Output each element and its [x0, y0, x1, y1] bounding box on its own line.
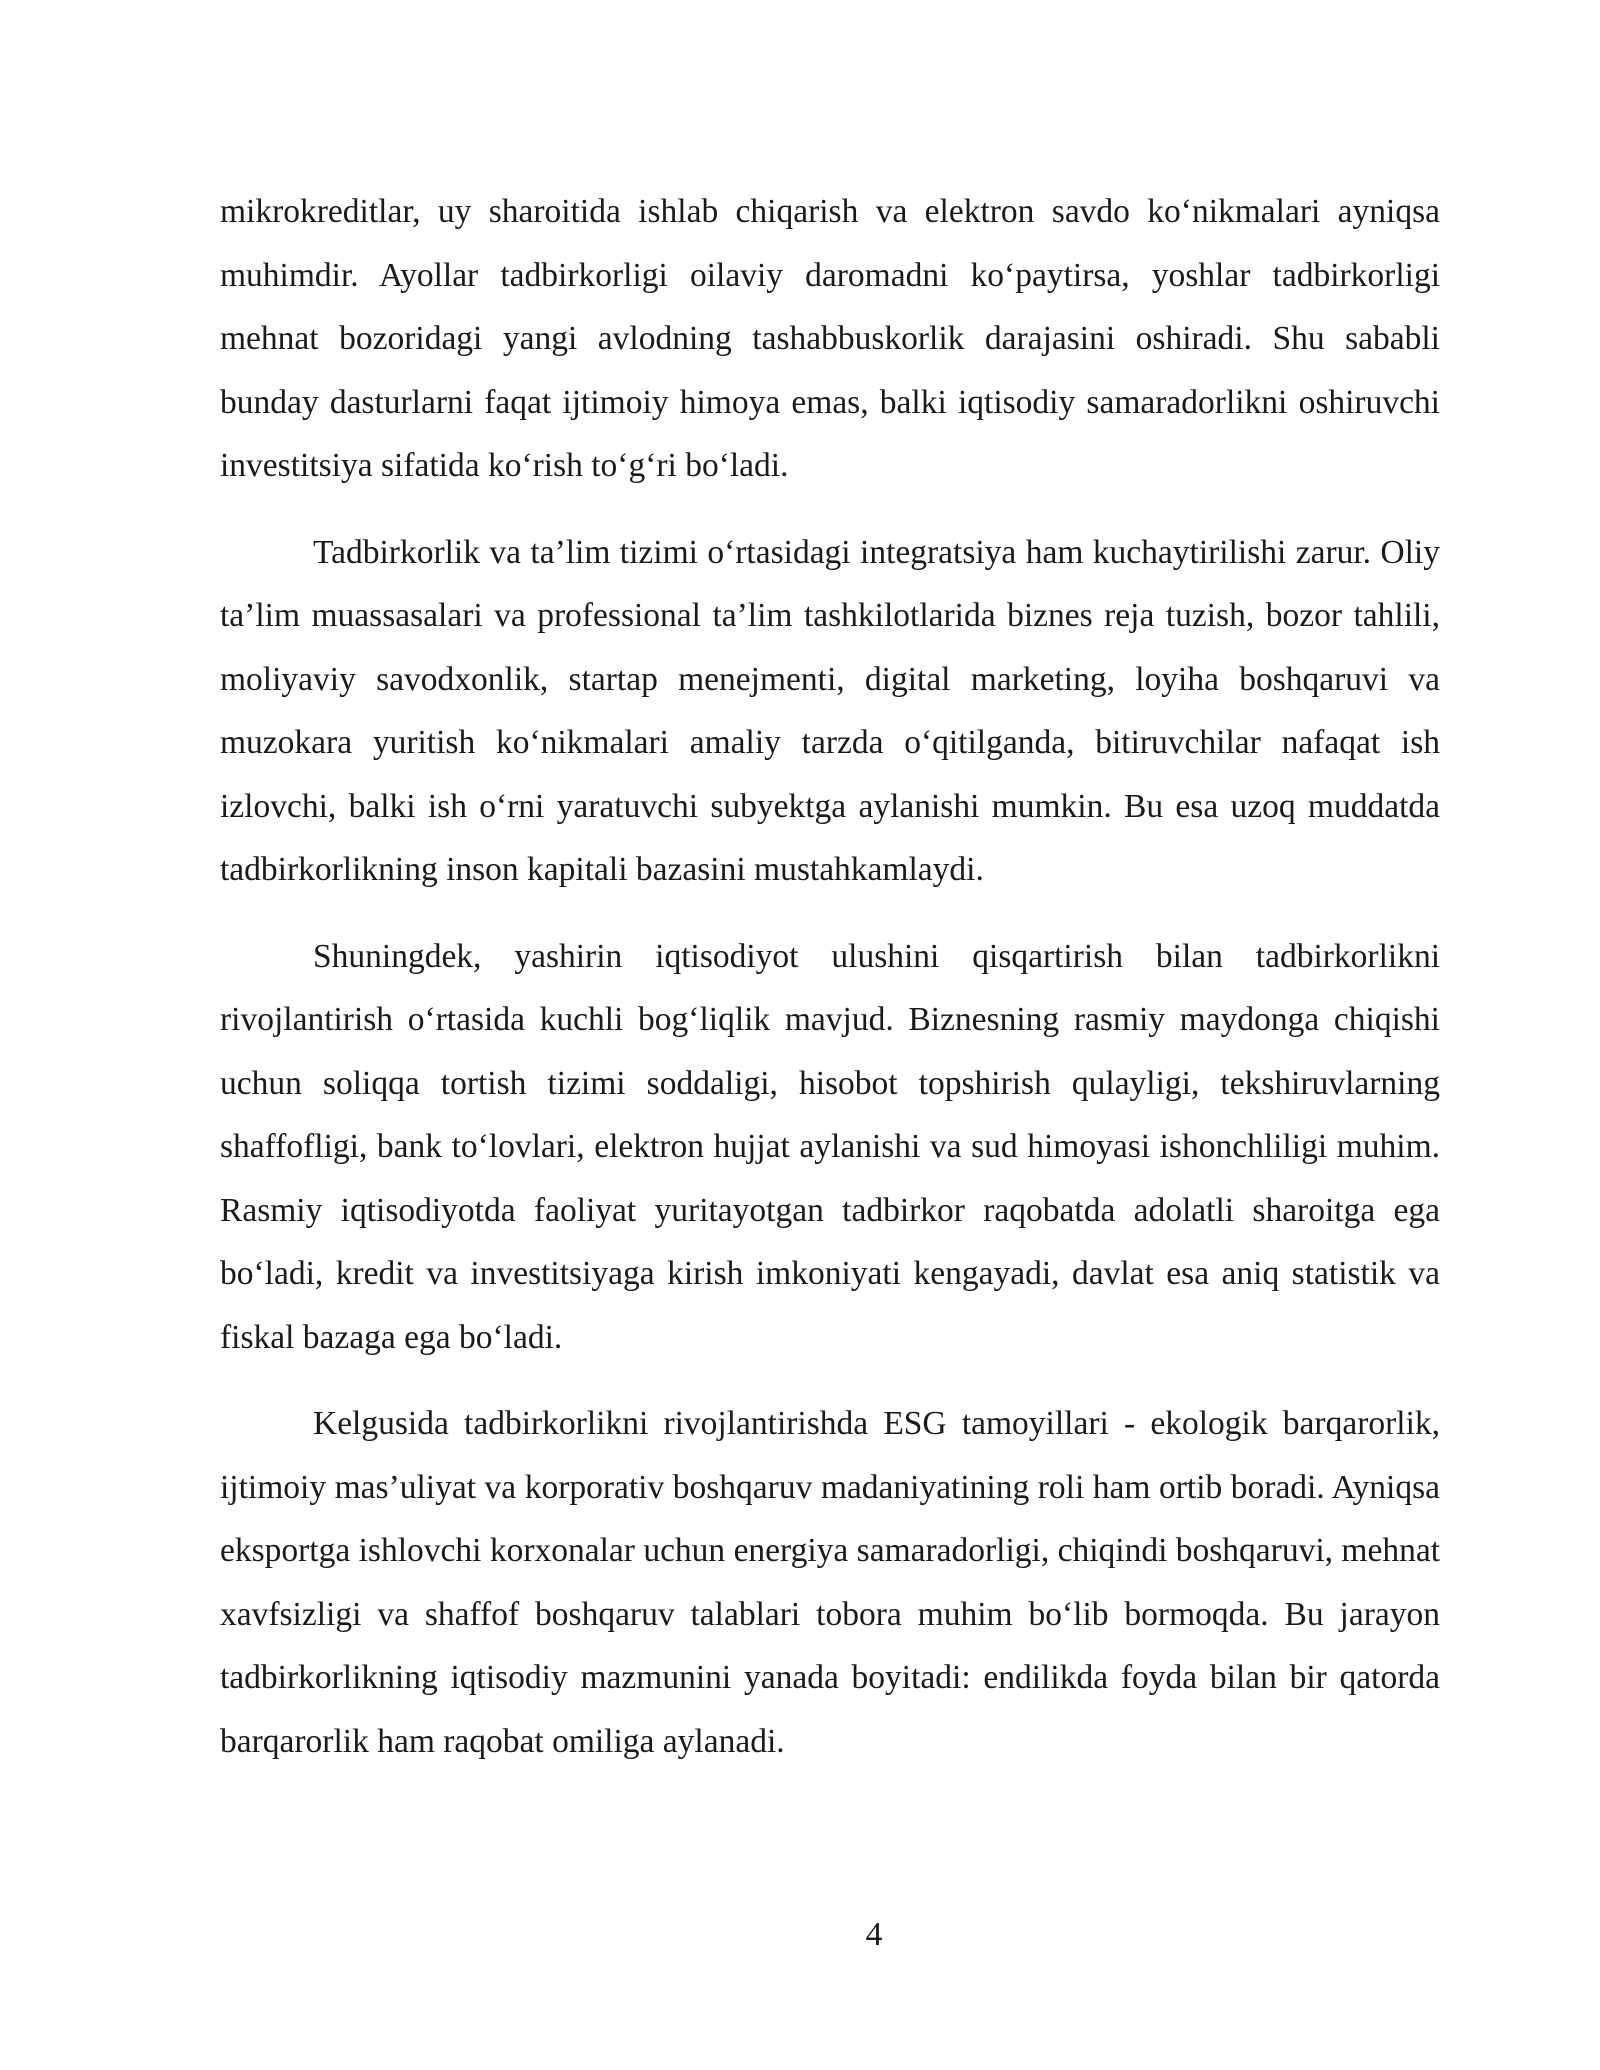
document-body — [220, 180, 1440, 1796]
paragraph-1: mikrokreditlar, uy sharoitida ishlab chiqarish va elektron savdo ko‘nikmalari ayniqsa muhimdir. Ayollar tadbirkorligi oilaviy daromadni ko‘paytirsa, yoshlar tadbirkorligi mehnat bozoridagi yangi avlodning tashabbuskorlik darajasini oshiradi. Shu sababli bunday dasturlarni faqat ijtimoiy himoya emas, balki iqtisodiy samaradorlikni oshiruvchi investitsiya sifatida ko‘rish to‘g‘ri bo‘ladi. — [220, 193, 1440, 484]
paragraph-3: Shuningdek, yashirin iqtisodiyot ulushini qisqartirish bilan tadbirkorlikni rivojlantirish o‘rtasida kuchli bog‘liqlik mavjud. Biznesning rasmiy maydonga chiqishi uchun soliqqa tortish tizimi soddaligi, hisobot topshirish qulayligi, tekshiruvlarning shaffofligi, bank to‘lovlari, elektron hujjat aylanishi va sud himoyasi ishonchliligi muhim. Rasmiy iqtisodiyotda faoliyat yuritayotgan tadbirkor raqobatda adolatli sharoitga ega bo‘ladi, kredit va investitsiyaga kirish imkoniyati kengayadi, davlat esa aniq statistik va fiskal bazaga ega bo‘ladi. — [220, 937, 1440, 1356]
paragraph-2: Tadbirkorlik va ta’lim tizimi o‘rtasidagi integratsiya ham kuchaytirilishi zarur. Oliy ta’lim muassasalari va professional ta’lim tashkilotlarida biznes reja tuzish, bozor tahlili, moliyaviy savodxonlik, startap menejmenti, digital marketing, loyiha boshqaruvi va muzokara yuritish ko‘nikmalari amaliy tarzda o‘qitilganda, bitiruvchilar nafaqat ish izlovchi, balki ish o‘rni yaratuvchi subyektga aylanishi mumkin. Bu esa uzoq muddatda tadbirkorlikning inson kapitali bazasini mustahkamlaydi. — [220, 533, 1440, 888]
page-number: 4 — [865, 1916, 883, 1953]
paragraph-4: Kelgusida tadbirkorlikni rivojlantirishda ESG tamoyillari - ekologik barqarorlik, ijtimoiy mas’uliyat va korporativ boshqaruv madaniyatining roli ham ortib boradi. Ayniqsa eksportga ishlovchi korxonalar uchun energiya samaradorligi, chiqindi boshqaruvi, mehnat xavfsizligi va shaffof boshqaruv talablari tobora muhim bo‘lib bormoqda. Bu jarayon tadbirkorlikning iqtisodiy mazmunini yanada boyitadi: endilikda foyda bilan bir qatorda barqarorlik ham raqobat omiliga aylanadi. — [220, 1405, 1440, 1760]
